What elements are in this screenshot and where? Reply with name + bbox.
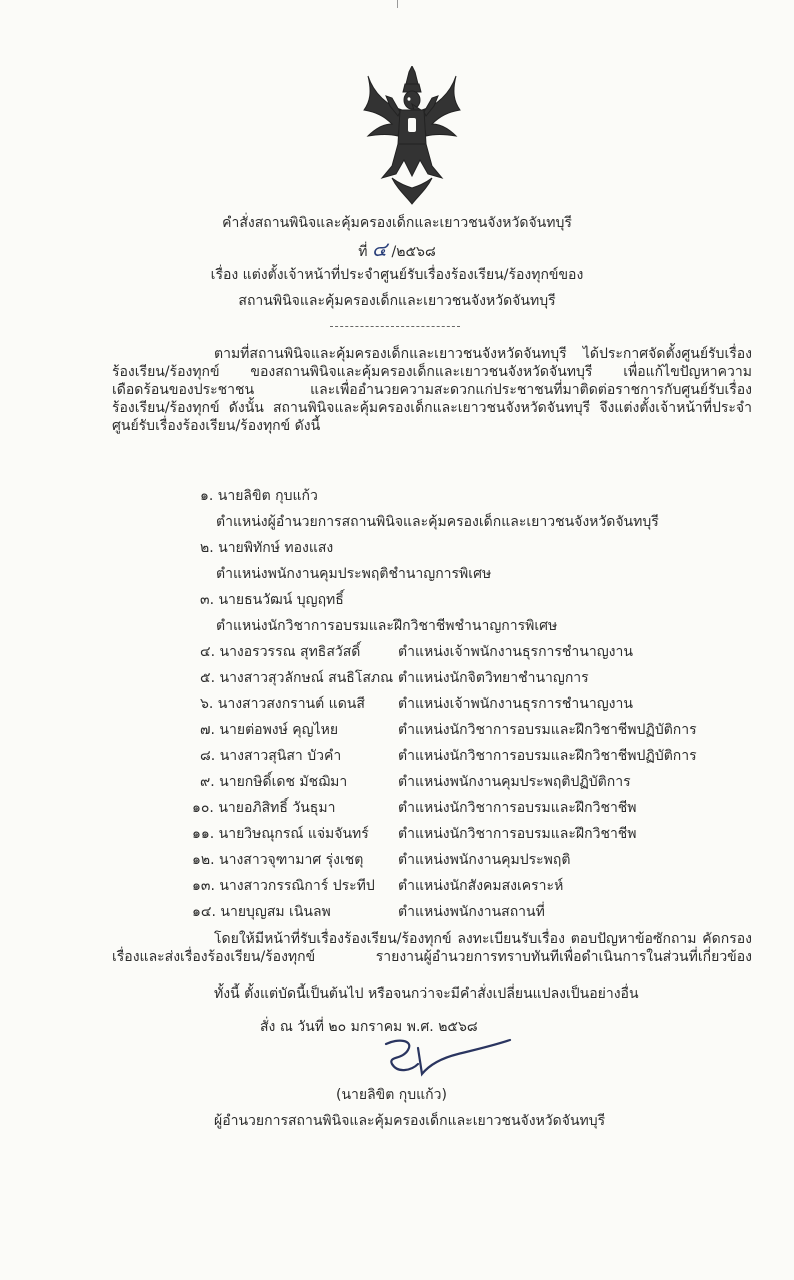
official-position: ตำแหน่งนักจิตวิทยาชำนาญการ	[398, 670, 589, 686]
official-name: ๕. นางสาวสุวลักษณ์ สนธิโสภณ	[200, 670, 394, 686]
official-position: ตำแหน่งพนักงานคุมประพฤติ	[398, 852, 571, 868]
official-name: ๑. นายลิขิต กุบแก้ว	[200, 488, 318, 504]
order-number-prefix: ที่	[358, 244, 368, 260]
handwritten-signature	[378, 1034, 518, 1084]
official-name: ๑๒. นางสาวจุฑามาศ รุ่งเชตุ	[192, 852, 364, 868]
official-name: ๖. นางสาวสงกรานต์ แดนสี	[200, 696, 365, 712]
official-name: ๑๑. นายวิษณุกรณ์ แจ่มจันทร์	[192, 826, 369, 842]
signer-title: ผู้อำนวยการสถานพินิจและคุ้มครองเด็กและเยาวชนจังหวัดจันทบุรี	[214, 1113, 606, 1129]
official-position: ตำแหน่งพนักงานคุมประพฤติปฏิบัติการ	[398, 774, 631, 790]
order-date: สั่ง ณ วันที่ ๒๐ มกราคม พ.ศ. ๒๕๖๘	[260, 1019, 478, 1035]
signer-name: (นายลิขิต กุบแก้ว)	[336, 1087, 447, 1103]
intro-paragraph	[112, 345, 752, 435]
official-name: ๑๔. นายบุญสม เนินลพ	[192, 904, 331, 920]
official-position: ตำแหน่งพนักงานคุมประพฤติชำนาญการพิเศษ	[216, 566, 492, 582]
duty-paragraph	[112, 930, 752, 966]
official-name: ๙. นายกษิดิ์เดช มัชฌิมา	[200, 774, 348, 790]
official-position: ตำแหน่งนักวิชาการอบรมและฝึกวิชาชีพ	[398, 800, 637, 816]
official-position: ตำแหน่งนักวิชาการอบรมและฝึกวิชาชีพชำนาญการพิเศษ	[216, 618, 558, 634]
official-position: ตำแหน่งพนักงานสถานที่	[398, 904, 545, 920]
official-position: ตำแหน่งเจ้าพนักงานธุรการชำนาญงาน	[398, 696, 633, 712]
official-name: ๑๐. นายอภิสิทธิ์ วันธุมา	[192, 800, 336, 816]
order-number	[0, 237, 794, 261]
effective-statement: ทั้งนี้ ตั้งแต่บัดนี้เป็นต้นไป หรือจนกว่าจะมีคำสั่งเปลี่ยนแปลงเป็นอย่างอื่น	[214, 986, 639, 1002]
official-name: ๒. นายพิทักษ์ ทองแสง	[200, 540, 334, 556]
official-position: ตำแหน่งนักวิชาการอบรมและฝึกวิชาชีพปฏิบัติการ	[398, 748, 697, 764]
official-position: ตำแหน่งนักสังคมสงเคราะห์	[398, 878, 564, 894]
duty-line: โดยให้มีหน้าที่รับเรื่องร้องเรียน/ร้องทุกข์ ลงทะเบียนรับเรื่อง ตอบปัญหาข้อซักถาม คัดกรอง	[214, 931, 752, 947]
top-edge-mark	[397, 0, 398, 8]
official-name: ๔. นางอรวรรณ สุทธิสวัสดิ์	[200, 644, 361, 660]
official-position: ตำแหน่งนักวิชาการอบรมและฝึกวิชาชีพ	[398, 826, 637, 842]
intro-line: ศูนย์รับเรื่องร้องเรียน/ร้องทุกข์ ดังนี้	[112, 418, 321, 434]
official-name: ๗. นายต่อพงษ์ คุญไหย	[200, 722, 339, 738]
order-number-year: /๒๕๖๘	[391, 244, 436, 260]
official-position: ตำแหน่งนักวิชาการอบรมและฝึกวิชาชีพปฏิบัติการ	[398, 722, 697, 738]
garuda-emblem-icon	[362, 66, 462, 206]
official-position: ตำแหน่งผู้อำนวยการสถานพินิจและคุ้มครองเด็กและเยาวชนจังหวัดจันทบุรี	[216, 514, 659, 530]
official-name: ๑๓. นางสาวกรรณิการ์ ประทีป	[192, 878, 375, 894]
official-position: ตำแหน่งเจ้าพนักงานธุรการชำนาญงาน	[398, 644, 633, 660]
intro-line: ตามที่สถานพินิจและคุ้มครองเด็กและเยาวชนจังหวัดจันทบุรี ได้ประกาศจัดตั้งศูนย์รับเรื่อง	[214, 346, 752, 362]
intro-line: เดือดร้อนของประชาชน และเพื่ออำนวยความสะดวกแก่ประชาชนที่มาติดต่อราชการกับศูนย์รับเรื่อง	[112, 382, 752, 398]
intro-line: ร้องเรียน/ร้องทุกข์ ดังนั้น สถานพินิจและคุ้มครองเด็กและเยาวชนจังหวัดจันทบุรี จึงแต่งตั้งเจ้าหน้าที่ประจำ	[112, 400, 752, 416]
divider-rule	[330, 326, 460, 327]
order-number-handwritten: ๔	[371, 237, 388, 261]
official-name: ๓. นายธนวัฒน์ บุญฤทธิ์	[200, 592, 344, 608]
subject-line-1: เรื่อง แต่งตั้งเจ้าหน้าที่ประจำศูนย์รับเรื่องร้องเรียน/ร้องทุกข์ของ	[210, 267, 584, 283]
duty-line: เรื่องและส่งเรื่องร้องเรียน/ร้องทุกข์ รายงานผู้อำนวยการทราบทันทีเพื่อดำเนินการในส่วนที่เกี่ยวข้อง	[112, 949, 752, 965]
order-title: คำสั่งสถานพินิจและคุ้มครองเด็กและเยาวชนจังหวัดจันทบุรี	[222, 215, 572, 231]
official-name: ๘. นางสาวสุนิสา บัวคำ	[200, 748, 342, 764]
subject-line-2: สถานพินิจและคุ้มครองเด็กและเยาวชนจังหวัดจันทบุรี	[238, 293, 556, 309]
intro-line: ร้องเรียน/ร้องทุกข์ ของสถานพินิจและคุ้มครองเด็กและเยาวชนจังหวัดจันทบุรี เพื่อแก้ไขปัญหาความ	[112, 364, 752, 380]
